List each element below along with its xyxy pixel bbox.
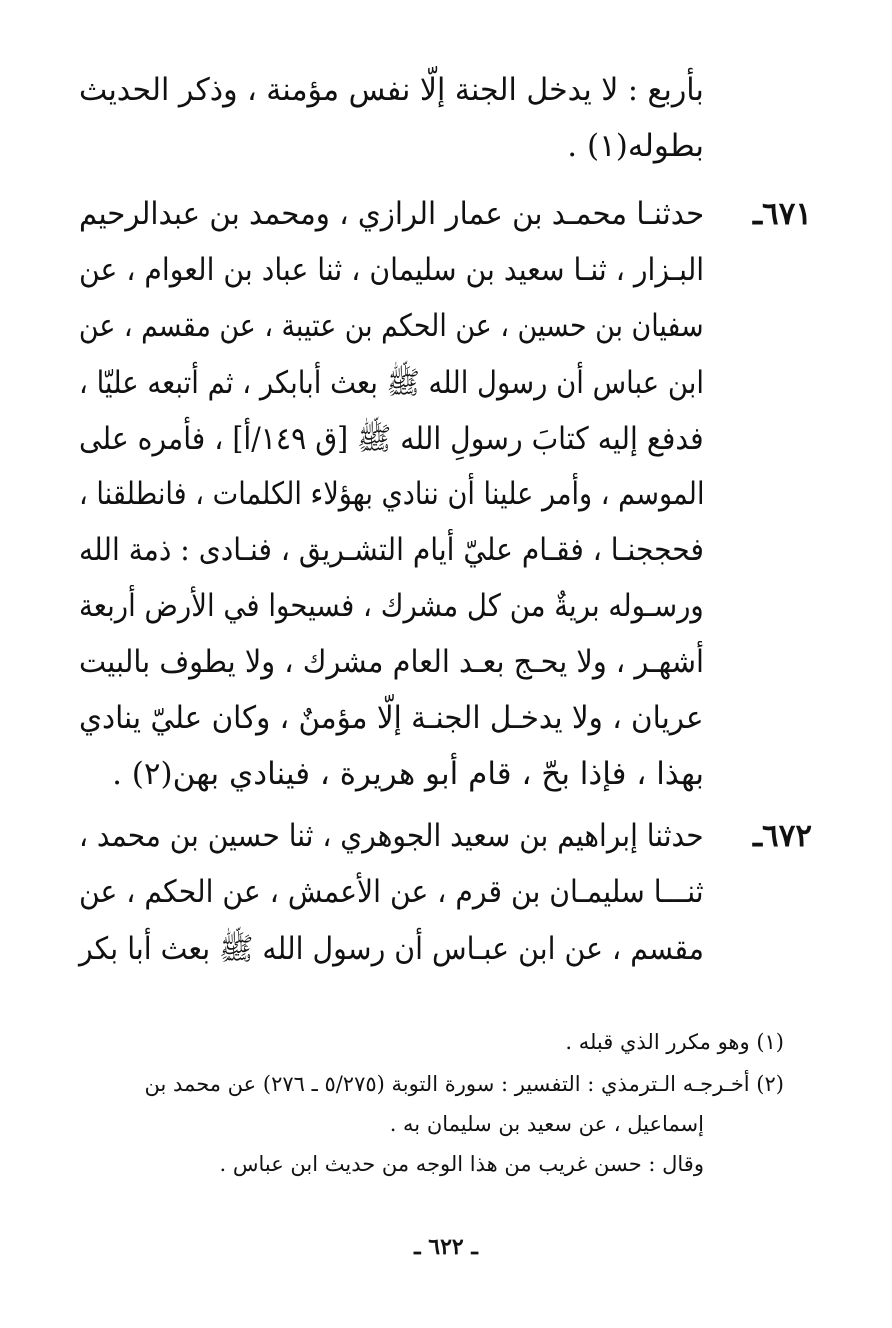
footnote-2-line-1: (٢) أخـرجـه الـترمذي : التفسير : سورة التوبة (٥/٢٧٥ ـ ٢٧٦) عن محمد بن [144, 1072, 784, 1096]
hadith-672-line-2: ثنـــا سليمـان بن قرم ، عن الأعمش ، عن الحكم ، عن [79, 874, 704, 910]
hadith-671-line-1: حدثنـا محمـد بن عمار الرازي ، ومحمد بن عبدالرحيم [78, 196, 704, 232]
hadith-671-line-10: عريان ، ولا يدخـل الجنـة إلّا مؤمنٌ ، وكان عليّ ينادي [79, 700, 704, 736]
hadith-671-line-11: بهذا ، فإذا بحّ ، قام أبو هريرة ، فينادي بهن(٢) . [112, 756, 704, 792]
page-number: ـ ٦٢٢ ـ [414, 1234, 478, 1260]
continuation-line-1: بأربع : لا يدخل الجنة إلّا نفس مؤمنة ، وذكر الحديث [79, 72, 704, 108]
hadith-671-line-7: فحججنـا ، فقـام عليّ أيام التشـريق ، فنـادى : ذمة الله [79, 532, 704, 568]
hadith-671-line-6: الموسم ، وأمر علينا أن ننادي بهؤلاء الكلمات ، فانطلقنا ، [78, 476, 704, 512]
hadith-671-line-4: ابن عباس أن رسول الله ﷺ بعث أبابكر ، ثم أتبعه عليّا ، [78, 365, 704, 401]
hadith-672-line-1: حدثنا إبراهيم بن سعيد الجوهري ، ثنا حسين بن محمد ، [79, 818, 704, 854]
footnote-2-line-3: وقال : حسن غريب من هذا الوجه من حديث ابن عباس . [219, 1152, 704, 1176]
hadith-671-line-5: فدفع إليه كتابَ رسولِ الله ﷺ [ق ١٤٩/أ] ، فأمره على [79, 421, 704, 457]
hadith-671-line-3: سفيان بن حسين ، عن الحكم بن عتيبة ، عن مقسم ، عن [79, 308, 704, 344]
hadith-671-line-8: ورسـوله بريةٌ من كل مشرك ، فسيحوا في الأرض أربعة [79, 588, 704, 624]
hadith-number-671: ٦٧١ـ [752, 196, 812, 232]
hadith-number-672: ٦٧٢ـ [752, 818, 812, 854]
hadith-672-line-3: مقسم ، عن ابن عبـاس أن رسول الله ﷺ بعث أبا بكر [79, 931, 704, 967]
footnote-2-line-2: إسماعيل ، عن سعيد بن سليمان به . [389, 1112, 704, 1136]
continuation-line-2: بطوله(١) . [567, 128, 704, 164]
footnote-1: (١) وهو مكرر الذي قبله . [565, 1030, 784, 1054]
hadith-671-line-2: البـزار ، ثنـا سعيد بن سليمان ، ثنا عباد بن العوام ، عن [78, 252, 704, 288]
hadith-671-line-9: أشهـر ، ولا يحـج بعـد العام مشرك ، ولا يطوف بالبيت [78, 644, 704, 680]
